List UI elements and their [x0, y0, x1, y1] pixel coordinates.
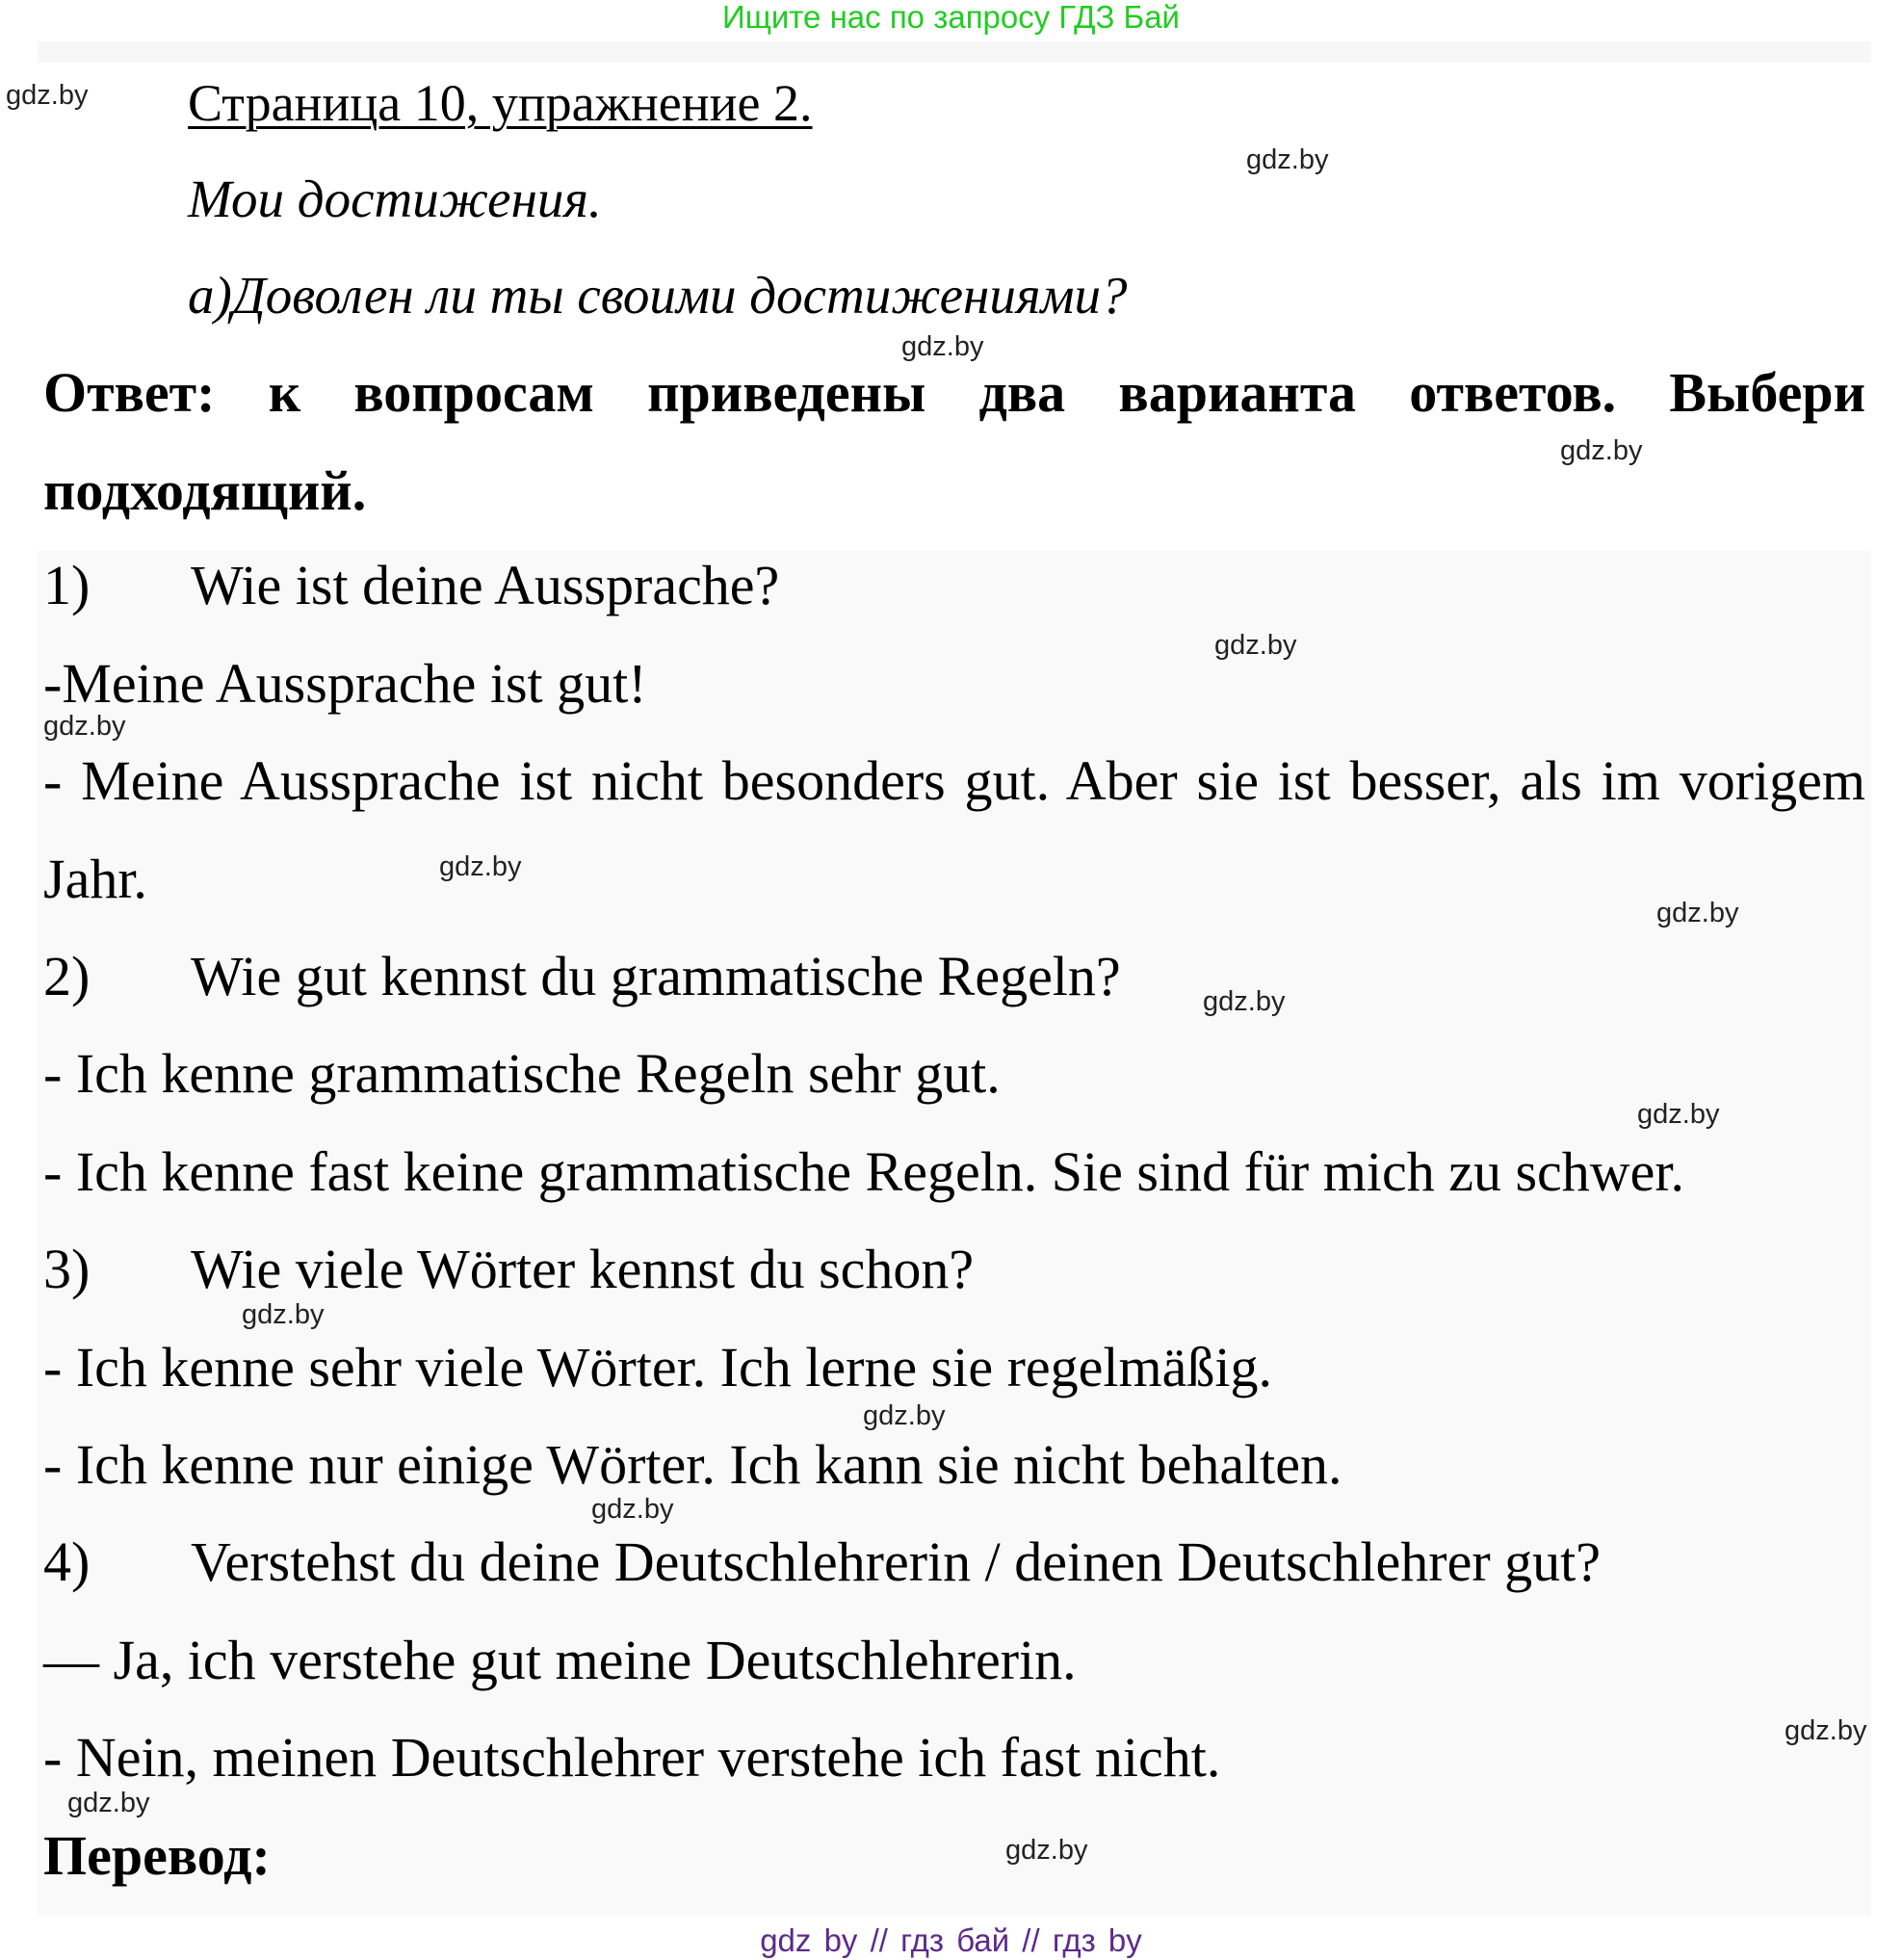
watermark: gdz.by: [1214, 630, 1297, 661]
watermark: gdz.by: [901, 331, 984, 362]
answer-option: - Ich kenne fast keine grammatische Regeln. Sie sind für mich zu schwer.: [43, 1140, 1685, 1203]
watermark: gdz.by: [1656, 898, 1739, 928]
answer-intro: Ответ: к вопросам приведены два варианта ответов. Выбери: [43, 361, 1865, 424]
answer-option: - Ich kenne grammatische Regeln sehr gut.: [43, 1042, 1001, 1105]
watermark: gdz.by: [1203, 986, 1286, 1017]
question-number: 3): [43, 1238, 91, 1300]
watermark: gdz.by: [439, 851, 522, 882]
answer-option: - Ich kenne sehr viele Wörter. Ich lerne sie regelmäßig.: [43, 1336, 1272, 1398]
question-number: 1): [43, 554, 91, 616]
footer-links[interactable]: gdz by // гдз бай // гдз by: [760, 1922, 1142, 1958]
task-text: а)Доволен ли ты своими достижениями?: [188, 266, 1128, 325]
page-title: Страница 10, упражнение 2.: [188, 74, 813, 132]
watermark: gdz.by: [1246, 144, 1329, 175]
translation-heading: Перевод:: [43, 1824, 271, 1887]
watermark: gdz.by: [1637, 1099, 1720, 1130]
watermark: gdz.by: [1005, 1835, 1088, 1866]
watermark: gdz.by: [43, 711, 126, 742]
watermark: gdz.by: [67, 1788, 150, 1818]
answer-option: — Ja, ich verstehe gut meine Deutschlehrerin.: [43, 1629, 1077, 1691]
question-text: Wie ist deine Aussprache?: [191, 554, 780, 616]
question-text: Wie viele Wörter kennst du schon?: [191, 1238, 975, 1300]
watermark: gdz.by: [863, 1400, 946, 1431]
question-number: 2): [43, 945, 91, 1007]
watermark: gdz.by: [242, 1299, 325, 1330]
answer-option-cont: Jahr.: [43, 848, 147, 910]
answer-option: - Ich kenne nur einige Wörter. Ich kann sie nicht behalten.: [43, 1433, 1342, 1496]
answer-option: - Nein, meinen Deutschlehrer verstehe ich fast nicht.: [43, 1726, 1221, 1789]
answer-option: -Meine Aussprache ist gut!: [43, 652, 647, 715]
header-band: [38, 41, 1871, 63]
watermark: gdz.by: [6, 80, 89, 111]
watermark: gdz.by: [591, 1494, 674, 1525]
question-number: 4): [43, 1530, 91, 1593]
search-banner[interactable]: Ищите нас по запросу ГДЗ Бай: [722, 0, 1180, 35]
watermark: gdz.by: [1560, 435, 1643, 466]
answer-intro-cont: подходящий.: [43, 459, 367, 522]
question-text: Wie gut kennst du grammatische Regeln?: [191, 945, 1121, 1007]
answer-option: - Meine Aussprache ist nicht besonders gut. Aber sie ist besser, als im vorigem: [43, 749, 1865, 812]
watermark: gdz.by: [1785, 1715, 1867, 1746]
subtitle: Мои достижения.: [188, 170, 602, 228]
question-text: Verstehst du deine Deutschlehrerin / deinen Deutschlehrer gut?: [191, 1530, 1601, 1593]
